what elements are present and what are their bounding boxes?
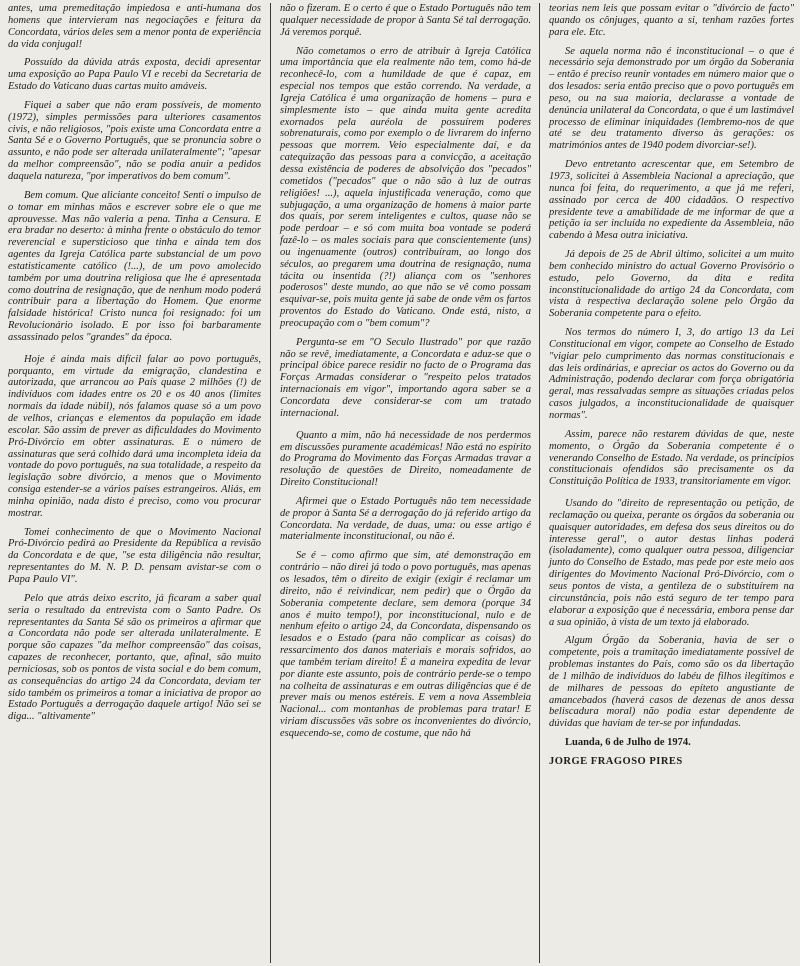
- paragraph: Tomei conhecimento de que o Movimento Nacional Pró-Divórcio pedirá ao Presidente da República a revisão da Concordata e de que, "se esta diligência não resultar, representantes do M. N. P. D. pensam avistar-se com o Papa Paulo VI".: [8, 526, 261, 585]
- paragraph: antes, uma premeditação impiedosa e anti-humana dos homens que intervieram nas negociações e feitura da Concordata, vários deles sem a menor ponta de experiência da vida conjugal!: [8, 3, 261, 50]
- paragraph: Afirmei que o Estado Português não tem necessidade de propor à Santa Sé a derrogação do já referido artigo da Concordata. Na verdade, de duas, uma: ou esse artigo é materialmente inconstitucional, ou não é.: [280, 495, 531, 543]
- paragraph: Se aquela norma não é inconstitucional – o que é necessário seja demonstrado por um órgão da Soberania – então é preciso reunir vontades em número maior que o dos lesados: seria então preciso que o povo português em peso, ou na sua maioria, declarasse a vontade de denúncia unilateral da Concordata, o que é um lastimável processo de eliminar iniquidades (lembremo-nos de que até se deu tratamento diverso às gerações: os matrimónios antes de 1940 podem divorciar-se!).: [549, 45, 794, 152]
- paragraph: Quanto a mim, não há necessidade de nos perdermos em discussões puramente académicas! Não está no espírito do Programa do Movimento das Forças Armadas travar a resolução de questões de Direito, nomeadamente de Direito Constitucional!: [280, 429, 531, 489]
- paragraph: Usando do "direito de representação ou petição, de reclamação ou queixa, perante os órgãos da soberania ou quaisquer autoridades, em defesa dos seus direitos ou do interesse geral", o autor destas linhas poderá (isoladamente), como qualquer outra pessoa, diligenciar junto do Conselho de Estado, mas pede por este meio aos dirigentes do Movimento Nacional Pró-Divórcio, com o seus pontos de vista, a gentileza de o substituírem na circunstância, pois não está seguro de ter tempo para elaborar a exposição que é necessária, embora pense dar a sua opinião, à vista de um texto já elaborado.: [549, 498, 794, 628]
- column-3: [539, 3, 794, 963]
- paragraph: Já depois de 25 de Abril último, solicitei a um muito bem conhecido ministro do actual Governo Provisório o estudo, pelo Governo, da dita e redita inconstitucionalidade do artigo 24 da Concordata, com vista à respectiva declaração solene pelo Órgão da Soberania competente para o efeito.: [549, 249, 794, 320]
- paragraph: Algum Órgão da Soberania, havia de ser o competente, pois a tramitação imediatamente possível de problemas instantes do País, como são os da libertação de 1 milhão de indivíduos do labéu de filhos ilegítimos e de milhares de pessoas do epíteto angustiante de amancebados (haverá casos de dezenas de anos dessa beliscadura moral) não podia estar dependente de dúvidas que haviam de ter-se por infundadas.: [549, 635, 794, 730]
- paragraph: Não cometamos o erro de atribuir à Igreja Católica uma importância que ela realmente não tem, como há-de reconhecê-lo, com a humildade de que é capaz, em especial nos tempos que estão correndo. Na verdade, a Igreja Católica é uma organização de homens – pura e simplesmente isto – que ainda muita gente acredita exornados pela auréola de possuírem poderes sobrenaturais, como por exemplo o de livrarem do inferno pessoas que morrem. Veio especialmente daí, e da catequização das pessoas para a convicção, a aceitação dessa existência de poderes de absolvição dos "pecados" cometidos ("pecados" que o não são à luz de outras religiões! ...), aquela injustificada veneração, como que subjugação, a uma organização de homens à maior parte dos quais, por serem inteligentes e cultos, quase não se pode perdoar – e só com muita boa vontade se poderá fazê-lo – os males sociais para que conscientemente (uns) ou ingenuamente (outros) contribuíram, ao longo dos séculos, ao pregarem uma doutrina de resignação, numa tácita ou insentida (?!) aliança com os "senhores poderosos" deste mundo, ao que não se vê como possam esquivar-se, pois muita gente já sabe de onde vêm os fartos proventos do Estado do Vaticano. Onde está, nisto, a preocupação com o "bem comum"?: [280, 45, 531, 329]
- paragraph: Se é – como afirmo que sim, até demonstração em contrário – não direi já todo o povo português, mas apenas os lesados, têm o direito de exigir (exigir é reclamar um direito, não é reivindicar, nem pedir) que o Órgão da Soberania competente declare, sem demora (porque 34 anos é muito tempo!), por inconstitucional, nulo e de nenhum efeito o artigo 24, da Concordata, dispensando os lesados e o Estado (para não complicar as coisas) do ressarcimento dos danos materiais e morais sofridos, ao que também teriam direito! É a maneira expedita de levar por diante este assunto, pois de contrário perde-se o tempo na colheita de assinaturas e em outras diligências que é de prever mais ou menos estéreis. E vem a nova Assembleia Nacional... com montanhas de problemas para tratar! E viriam discussões vãs sobre os inconvenientes do divórcio, esquecendo-se, como de costume, que não há: [280, 550, 531, 739]
- paragraph: Devo entretanto acrescentar que, em Setembro de 1973, solicitei à Assembleia Nacional a apreciação, que nunca foi feita, do requerimento, a que já me referi, assinado por cerca de 400 cidadãos. O respectivo presidente teve a amabilidade de me informar de que a petição ia ser incluída no expediente da Assembleia, não cabendo à Mesa outra iniciativa.: [549, 159, 794, 242]
- dateline: Luanda, 6 de Julho de 1974.: [565, 737, 691, 749]
- paragraph: Possuído da dúvida atrás exposta, decidi apresentar uma exposição ao Papa Paulo VI e recebi da Secretaria de Estado do Vaticano duas cartas muito amáveis.: [8, 57, 261, 93]
- paragraph: Pergunta-se em "O Seculo Ilustrado" por que razão não se revê, imediatamente, a Concordata e aduz-se que o principal óbice parece residir no facto de o Programa das Forças Armadas considerar o "respeito pelos tratados internacionais em vigor", importando agora saber se a Concordata deve considerar-se com um tratado internacional.: [280, 336, 531, 419]
- paragraph: teorias nem leis que possam evitar o "divórcio de facto" quando os cônjuges, quanto a si, tenham razões fortes para ele. Etc.: [549, 3, 794, 38]
- paragraph: Assim, parece não restarem dúvidas de que, neste momento, o Órgão da Soberania competente é o venerando Conselho de Estado. Na verdade, os princípios constitucionais ofendidos são precisamente os da Constituição Política de 1933, transitoriamente em vigor.: [549, 428, 794, 488]
- paragraph: Bem comum. Que aliciante conceito! Senti o impulso de o tomar em minhas mãos e escrever sobre ele o que me aprouvesse. Mas não valeria a pena. Tinha a Censura. E era bradar no deserto: à minha frente o obstáculo do temor reverencial e supersticioso que tinha e ainda tem dos agentes da Igreja Católica parte substancial de um povo estatisticamente católico (!...), de um povo amolecido também por uma doutrina religiosa que lhe é apresentada como doutrina de resignação, que de nenhum modo poderá contribuir para a libertação do Homem. Que enorme falsidade histórica! Cristo nunca foi resignado: foi um Revolucionário isolado. E por isso foi barbaramente assassinado pelos "grandes" da época.: [8, 189, 261, 343]
- paragraph: Fiquei a saber que não eram possíveis, de momento (1972), simples permissões para ulteriores casamentos civis, e não religiosos, "pois existe uma Concordata entre a Santa Sé e o Governo Português, que se pronuncia sobre o assunto, e não pode ser alterada unilateralmente"; "apesar da melhor compreensão", não se podia anuir a pedidos daquela natureza, "por imperativos do bem comum".: [8, 99, 261, 182]
- paragraph: Nos termos do número I, 3, do artigo 13 da Lei Constitucional em vigor, compete ao Conselho de Estado "vigiar pelo cumprimento das normas constitucionais e das leis ordinárias, e apreciar os actos do Governo ou da Administração, podendo declarar com força obrigatória geral, mas ressalvadas sempre as situações criadas pelos casos julgados, a inconstitucionalidade de quaisquer normas".: [549, 327, 794, 421]
- paragraph: não o fizeram. E o certo é que o Estado Português não tem qualquer necessidade de propor à Santa Sé tal derrogação. Já veremos porquê.: [280, 3, 531, 38]
- author-signature: JORGE FRAGOSO PIRES: [549, 755, 683, 767]
- column-2: [270, 3, 539, 963]
- paragraph: Pelo que atrás deixo escrito, já ficaram a saber qual seria o resultado da entrevista com o Santo Padre. Os representantes da Santa Sé são os primeiros a afirmar que a Concordata não pode ser alterada unilateralmente. E porque são capazes "da melhor compreensão" das coisas, capazes de reconhecer, portanto, que, afinal, são muito perniciosas, sob os pontos de vista social e do bem comum, as consequências do artigo 24 da Concordata, deviam ter sido também os primeiros a tomar a iniciativa de propor ao Estado Português a derrogação daquele artigo! Não sei se diga... "altivamente": [8, 592, 261, 723]
- column-1: [8, 3, 270, 963]
- paragraph: Hoje é ainda mais difícil falar ao povo português, porquanto, em virtude da emigração, clandestina e autorizada, que arrancou ao País quase 2 milhões (!) de indivíduos com idades entre os 20 e os 40 anos (limites normais da idade núbil), nós falamos quase só a um povo de velhos, crianças e elementos da população em idade escolar. São assim de prever as dificuldades do Movimento Pró-Divórcio em obter assinaturas. E o número de assinaturas que será colhido dará uma incompleta ideia da vontade do povo português, na sua totalidade, a respeito da legislação sobre divórcio, a menos que o Movimento consiga estender-se a vários países estrangeiros. Aliás, em minha opinião, nada disto é preciso, como vou procurar mostrar.: [8, 353, 261, 519]
